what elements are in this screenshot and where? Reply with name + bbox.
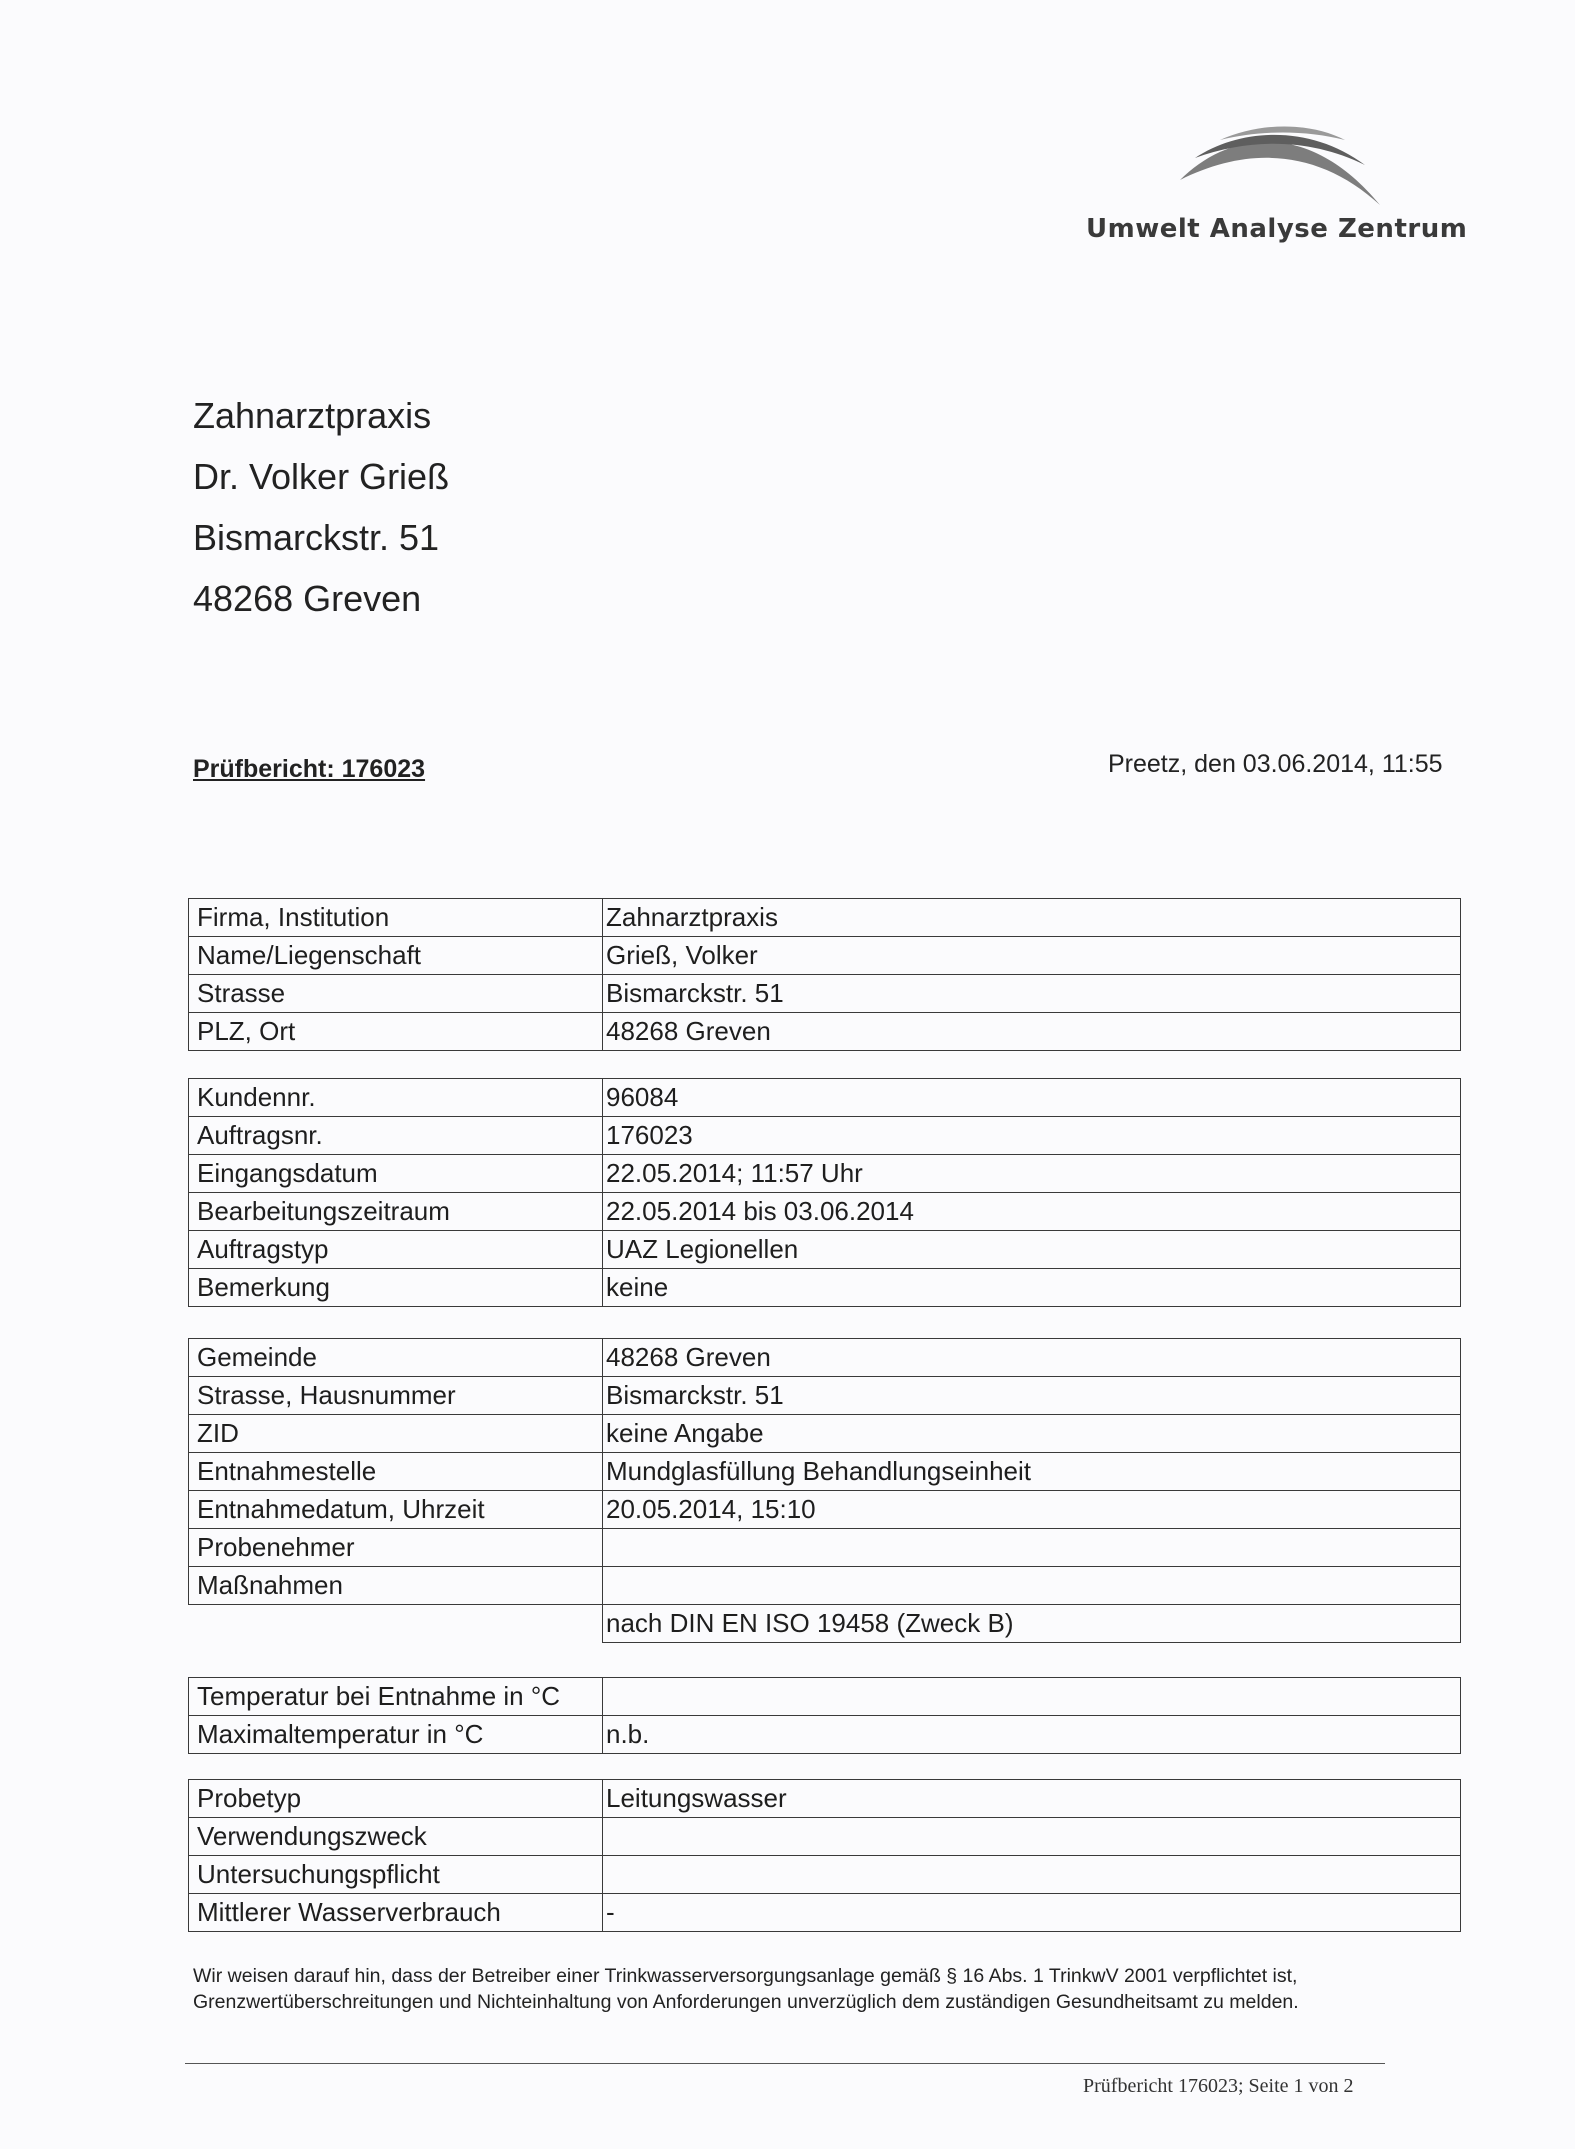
field-label: Bemerkung bbox=[189, 1269, 603, 1307]
table-row bbox=[189, 1193, 1461, 1231]
address-line: Zahnarztpraxis bbox=[193, 395, 432, 436]
table-row bbox=[189, 937, 1461, 975]
field-value: 96084 bbox=[603, 1079, 1461, 1117]
table-row bbox=[189, 1013, 1461, 1051]
field-value: 22.05.2014 bis 03.06.2014 bbox=[603, 1193, 1461, 1231]
field-value: 48268 Greven bbox=[603, 1339, 1461, 1377]
sampling-table bbox=[188, 1338, 1461, 1643]
field-label: PLZ, Ort bbox=[189, 1013, 603, 1051]
field-label: Gemeinde bbox=[189, 1339, 603, 1377]
empty-cell bbox=[189, 1605, 603, 1643]
field-label: Auftragsnr. bbox=[189, 1117, 603, 1155]
table-row bbox=[189, 1780, 1461, 1818]
field-value: Grieß, Volker bbox=[603, 937, 1461, 975]
table-row bbox=[189, 1231, 1461, 1269]
legal-notice: Wir weisen darauf hin, dass der Betreiber einer Trinkwasserversorgungsanlage gemäß § 16 Abs. 1 TrinkwV 2001 verpflichtet ist, Grenzwertüberschreitungen und Nichteinhaltung von Anforderungen unverzüglich dem zuständigen Gesundheitsamt zu melden. bbox=[193, 1965, 1299, 2013]
field-value bbox=[603, 1529, 1461, 1567]
table-row bbox=[189, 1856, 1461, 1894]
field-label: Probenehmer bbox=[189, 1529, 603, 1567]
field-value bbox=[603, 1856, 1461, 1894]
field-value: keine bbox=[603, 1269, 1461, 1307]
table-row bbox=[189, 1529, 1461, 1567]
table-row bbox=[189, 1818, 1461, 1856]
address-line: Bismarckstr. 51 bbox=[193, 517, 440, 558]
field-label: ZID bbox=[189, 1415, 603, 1453]
table-row bbox=[189, 1678, 1461, 1716]
field-label: Entnahmestelle bbox=[189, 1453, 603, 1491]
address-line: 48268 Greven bbox=[193, 578, 422, 619]
table-row bbox=[189, 1567, 1461, 1605]
footer-divider bbox=[185, 2063, 1385, 2064]
field-label: Eingangsdatum bbox=[189, 1155, 603, 1193]
table-row bbox=[189, 1269, 1461, 1307]
field-value: Bismarckstr. 51 bbox=[603, 975, 1461, 1013]
table-row bbox=[189, 1079, 1461, 1117]
field-value: Bismarckstr. 51 bbox=[603, 1377, 1461, 1415]
field-label: Maximaltemperatur in °C bbox=[189, 1716, 603, 1754]
field-value: UAZ Legionellen bbox=[603, 1231, 1461, 1269]
table-row bbox=[189, 1117, 1461, 1155]
field-value bbox=[603, 1567, 1461, 1605]
report-title: Prüfbericht: 176023 bbox=[193, 755, 426, 783]
field-label: Verwendungszweck bbox=[189, 1818, 603, 1856]
table-row bbox=[189, 1377, 1461, 1415]
field-value: 20.05.2014, 15:10 bbox=[603, 1491, 1461, 1529]
logo-text: Umwelt Analyse Zentrum bbox=[1086, 214, 1468, 244]
order-table bbox=[188, 1078, 1461, 1307]
table-row bbox=[189, 899, 1461, 937]
field-value: n.b. bbox=[603, 1716, 1461, 1754]
field-value: nach DIN EN ISO 19458 (Zweck B) bbox=[603, 1605, 1461, 1643]
client-table bbox=[188, 898, 1461, 1051]
field-label: Bearbeitungszeitraum bbox=[189, 1193, 603, 1231]
field-label: Strasse bbox=[189, 975, 603, 1013]
field-label: Untersuchungspflicht bbox=[189, 1856, 603, 1894]
place-date: Preetz, den 03.06.2014, 11:55 bbox=[1108, 750, 1443, 778]
field-label: Kundennr. bbox=[189, 1079, 603, 1117]
field-value bbox=[603, 1818, 1461, 1856]
field-value: Zahnarztpraxis bbox=[603, 899, 1461, 937]
table-row bbox=[189, 1415, 1461, 1453]
swoosh-logo-icon bbox=[1140, 110, 1400, 215]
page-footer: Prüfbericht 176023; Seite 1 von 2 bbox=[1083, 2075, 1354, 2097]
table-row bbox=[189, 975, 1461, 1013]
field-label: Entnahmedatum, Uhrzeit bbox=[189, 1491, 603, 1529]
table-row bbox=[189, 1605, 1461, 1643]
table-row bbox=[189, 1491, 1461, 1529]
table-row bbox=[189, 1155, 1461, 1193]
field-value bbox=[603, 1678, 1461, 1716]
field-value: Leitungswasser bbox=[603, 1780, 1461, 1818]
field-label: Name/Liegenschaft bbox=[189, 937, 603, 975]
field-label: Strasse, Hausnummer bbox=[189, 1377, 603, 1415]
field-label: Probetyp bbox=[189, 1780, 603, 1818]
field-label: Temperatur bei Entnahme in °C bbox=[189, 1678, 603, 1716]
table-row bbox=[189, 1339, 1461, 1377]
field-value: 22.05.2014; 11:57 Uhr bbox=[603, 1155, 1461, 1193]
table-row bbox=[189, 1716, 1461, 1754]
field-label: Mittlerer Wasserverbrauch bbox=[189, 1894, 603, 1932]
field-label: Firma, Institution bbox=[189, 899, 603, 937]
company-logo bbox=[1080, 110, 1468, 250]
field-value: 176023 bbox=[603, 1117, 1461, 1155]
field-value: Mundglasfüllung Behandlungseinheit bbox=[603, 1453, 1461, 1491]
address-line: Dr. Volker Grieß bbox=[193, 456, 450, 497]
field-label: Maßnahmen bbox=[189, 1567, 603, 1605]
field-value: 48268 Greven bbox=[603, 1013, 1461, 1051]
temperature-table bbox=[188, 1677, 1461, 1754]
recipient-address bbox=[193, 385, 449, 629]
table-row bbox=[189, 1894, 1461, 1932]
field-label: Auftragstyp bbox=[189, 1231, 603, 1269]
table-row bbox=[189, 1453, 1461, 1491]
sample-type-table bbox=[188, 1779, 1461, 1932]
field-value: - bbox=[603, 1894, 1461, 1932]
field-value: keine Angabe bbox=[603, 1415, 1461, 1453]
